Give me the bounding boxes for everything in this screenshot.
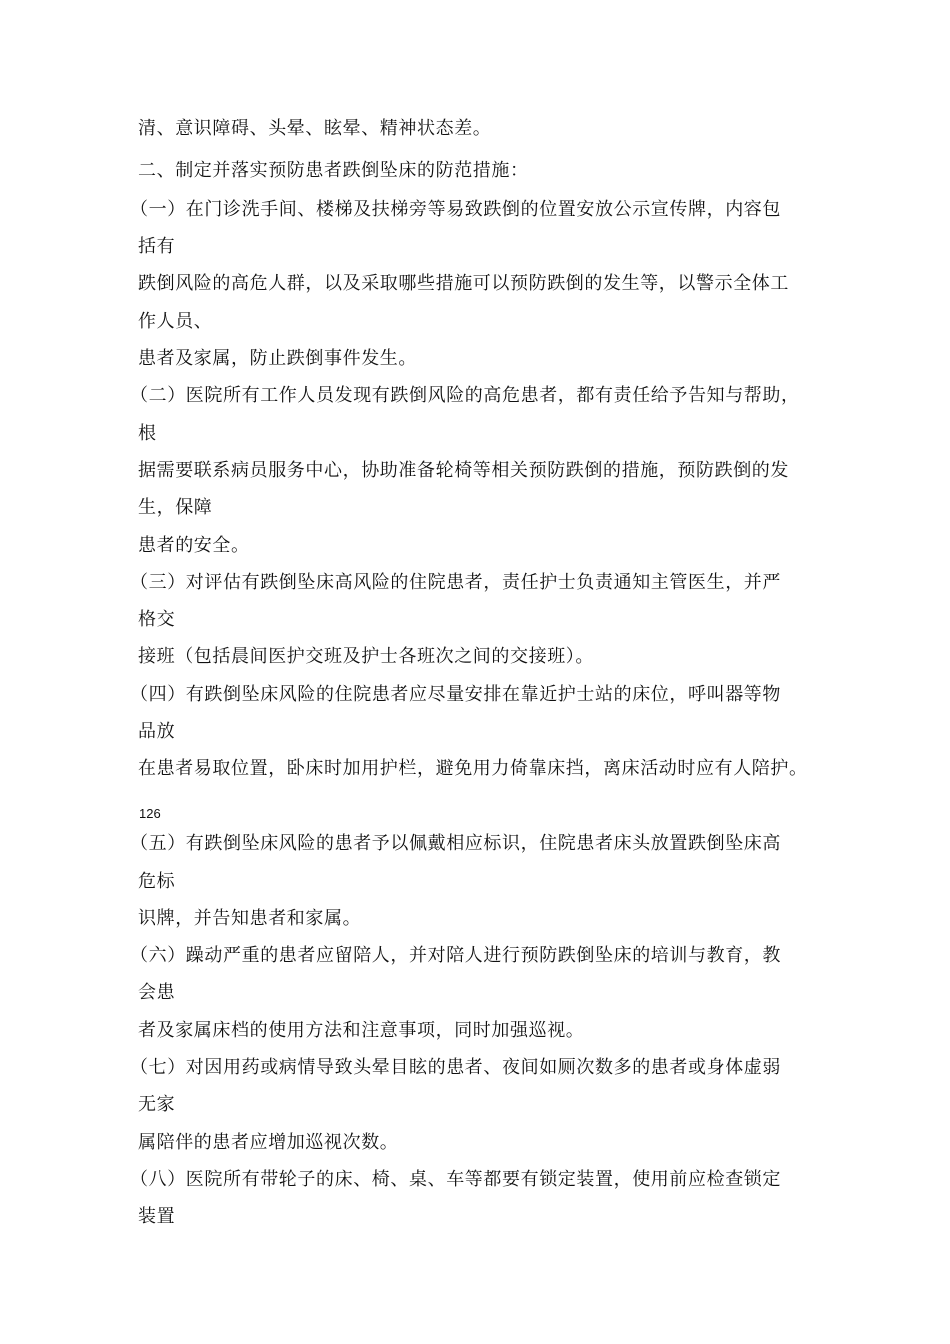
text-line: 者及家属床档的使用方法和注意事项，同时加强巡视。: [138, 1020, 585, 1041]
text-line: 根: [138, 423, 157, 444]
text-line: 装置: [138, 1206, 176, 1227]
text-line: 识牌，并告知患者和家属。: [138, 908, 362, 929]
text-line: 据需要联系病员服务中心，协助准备轮椅等相关预防跌倒的措施，预防跌倒的发: [138, 460, 789, 481]
text-line: 患者的安全。: [138, 535, 250, 556]
text-line: 作人员、: [138, 311, 213, 332]
text-line: （五）有跌倒坠床风险的患者予以佩戴相应标识，住院患者床头放置跌倒坠床高: [130, 833, 781, 854]
text-line: （一）在门诊洗手间、楼梯及扶梯旁等易致跌倒的位置安放公示宣传牌，内容包: [130, 199, 781, 220]
text-line: （八）医院所有带轮子的床、椅、桌、车等都要有锁定装置，使用前应检查锁定: [130, 1169, 781, 1190]
text-line: （七）对因用药或病情导致头晕目眩的患者、夜间如厕次数多的患者或身体虚弱: [130, 1057, 781, 1078]
text-line: 格交: [138, 609, 176, 630]
text-line: 品放: [138, 721, 176, 742]
text-line: （三）对评估有跌倒坠床高风险的住院患者，责任护士负责通知主管医生，并严: [130, 572, 781, 593]
page-number: 126: [139, 806, 161, 821]
text-line: 接班（包括晨间医护交班及护士各班次之间的交接班）。: [138, 646, 594, 667]
text-line: 在患者易取位置，卧床时加用护栏，避免用力倚靠床挡，离床活动时应有人陪护。: [138, 758, 808, 779]
text-line: 生，保障: [138, 497, 213, 518]
text-line: 括有: [138, 236, 176, 257]
text-line: 跌倒风险的高危人群，以及采取哪些措施可以预防跌倒的发生等，以警示全体工: [138, 273, 789, 294]
text-line: （四）有跌倒坠床风险的住院患者应尽量安排在靠近护士站的床位，呼叫器等物: [130, 684, 781, 705]
section-heading: 二、制定并落实预防患者跌倒坠床的防范措施：: [138, 160, 529, 181]
text-line: （二）医院所有工作人员发现有跌倒风险的高危患者，都有责任给予告知与帮助，: [130, 385, 800, 406]
text-line: 会患: [138, 982, 176, 1003]
text-line: 患者及家属，防止跌倒事件发生。: [138, 348, 417, 369]
text-line: 清、意识障碍、头晕、眩晕、精神状态差。: [138, 118, 492, 139]
text-line: 属陪伴的患者应增加巡视次数。: [138, 1132, 399, 1153]
text-line: 危标: [138, 871, 176, 892]
text-line: （六）躁动严重的患者应留陪人，并对陪人进行预防跌倒坠床的培训与教育，教: [130, 945, 781, 966]
text-line: 无家: [138, 1094, 176, 1115]
